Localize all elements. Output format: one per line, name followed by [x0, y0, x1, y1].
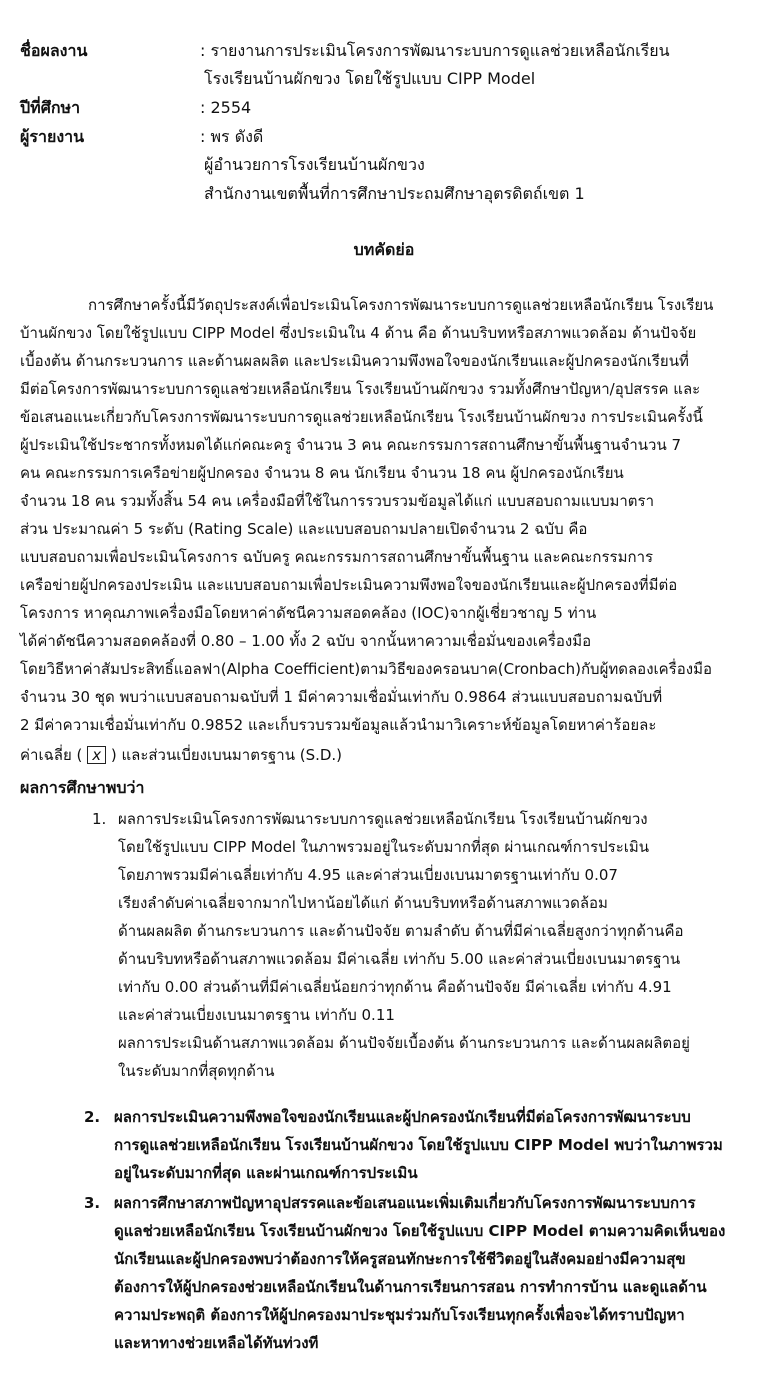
title-value-continued: โรงเรียนบ้านผักขวง โดยใช้รูปแบบ CIPP Model — [204, 69, 536, 88]
result-line: โดยใช้รูปแบบ CIPP Model ในภาพรวมอยู่ในระดับมากที่สุด ผ่านเกณฑ์การประเมิน — [118, 838, 650, 856]
year-value: : 2554 — [200, 98, 252, 117]
result-line: อยู่ในระดับมากที่สุด และผ่านเกณฑ์การประเมิน — [114, 1164, 418, 1182]
result-line: ต้องการให้ผู้ปกครองช่วยเหลือนักเรียนในด้านการเรียนการสอน การทำการบ้าน และดูแลด้าน — [114, 1278, 707, 1296]
title-label: ชื่อผลงาน — [20, 41, 88, 60]
abstract-line: ข้อเสนอแนะเกี่ยวกับโครงการพัฒนาระบบการดูแลช่วยเหลือนักเรียน โรงเรียนบ้านผักขวง การประเมินครั้งนี้ — [20, 408, 703, 426]
abstract-line: แบบสอบถามเพื่อประเมินโครงการ ฉบับครู คณะกรรมการสถานศึกษาขั้นพื้นฐาน และคณะกรรมการ — [20, 548, 654, 566]
abstract-line: 2 มีค่าความเชื่อมั่นเท่ากับ 0.9852 และเก็บรวบรวมข้อมูลแล้วนำมาวิเคราะห์ข้อมูลโดยหาค่าร้อยละ — [20, 716, 657, 734]
abstract-line: บ้านผักขวง โดยใช้รูปแบบ CIPP Model ซึ่งประเมินใน 4 ด้าน คือ ด้านบริบทหรือสภาพแวดล้อม ด้านปัจจัย — [20, 324, 697, 342]
result-line: ด้านผลผลิต ด้านกระบวนการ และด้านปัจจัย ตามลำดับ ด้านที่มีค่าเฉลี่ยสูงกว่าทุกด้านคือ — [118, 922, 684, 940]
mean-symbol: x — [87, 746, 106, 764]
abstract-line: ได้ค่าดัชนีความสอดคล้องที่ 0.80 – 1.00 ทั้ง 2 ฉบับ จากนั้นหาความเชื่อมั่นของเครื่องมือ — [20, 632, 592, 650]
abstract-line: จำนวน 30 ชุด พบว่าแบบสอบถามฉบับที่ 1 มีค่าความเชื่อมั่นเท่ากับ 0.9864 ส่วนแบบสอบถามฉบับที่ — [20, 688, 663, 706]
result-number: 1. — [92, 810, 107, 828]
result-line: นักเรียนและผู้ปกครองพบว่าต้องการให้ครูสอนทักษะการใช้ชีวิตอยู่ในสังคมอย่างมีความสุข — [114, 1250, 686, 1268]
mean-line-suffix: ) และส่วนเบี่ยงเบนมาตรฐาน (S.D.) — [110, 746, 343, 764]
result-line: และค่าส่วนเบี่ยงเบนมาตรฐาน เท่ากับ 0.11 — [118, 1006, 395, 1024]
result-line: ผลการศึกษาสภาพปัญหาอุปสรรคและข้อเสนอแนะเพิ่มเติมเกี่ยวกับโครงการพัฒนาระบบการ — [114, 1194, 696, 1212]
author-position: ผู้อำนวยการโรงเรียนบ้านผักขวง — [204, 155, 425, 174]
abstract-line: คน คณะกรรมการเครือข่ายผู้ปกครอง จำนวน 8 คน นักเรียน จำนวน 18 คน ผู้ปกครองนักเรียน — [20, 464, 624, 482]
result-line: ผลการประเมินด้านสภาพแวดล้อม ด้านปัจจัยเบื้องต้น ด้านกระบวนการ และด้านผลผลิตอยู่ — [118, 1034, 690, 1052]
result-line: โดยภาพรวมมีค่าเฉลี่ยเท่ากับ 4.95 และค่าส่วนเบี่ยงเบนมาตรฐานเท่ากับ 0.07 — [118, 866, 618, 884]
result-line: การดูแลช่วยเหลือนักเรียน โรงเรียนบ้านผักขวง โดยใช้รูปแบบ CIPP Model พบว่าในภาพรวม — [114, 1136, 723, 1154]
result-line: ด้านบริบทหรือด้านสภาพแวดล้อม มีค่าเฉลี่ย เท่ากับ 5.00 และค่าส่วนเบี่ยงเบนมาตรฐาน — [118, 950, 681, 968]
results-heading: ผลการศึกษาพบว่า — [20, 778, 145, 797]
abstract-line: จำนวน 18 คน รวมทั้งสิ้น 54 คน เครื่องมือที่ใช้ในการรวบรวมข้อมูลได้แก่ แบบสอบถามแบบมาตรา — [20, 492, 655, 510]
author-value: : พร ดังดี — [200, 127, 264, 146]
title-value: : รายงานการประเมินโครงการพัฒนาระบบการดูแลช่วยเหลือนักเรียน — [200, 41, 670, 60]
abstract-title: บทคัดย่อ — [353, 240, 415, 259]
mean-line-prefix: ค่าเฉลี่ย ( — [20, 746, 83, 764]
result-line: เท่ากับ 0.00 ส่วนด้านที่มีค่าเฉลี่ยน้อยกว่าทุกด้าน คือด้านปัจจัย มีค่าเฉลี่ย เท่ากับ 4.91 — [118, 978, 672, 996]
mean-sd-line — [20, 741, 342, 769]
result-line: ผลการประเมินความพึงพอใจของนักเรียนและผู้ปกครองนักเรียนที่มีต่อโครงการพัฒนาระบบ — [114, 1108, 691, 1126]
result-number: 2. — [84, 1108, 101, 1126]
author-office: สำนักงานเขตพื้นที่การศึกษาประถมศึกษาอุตรดิตถ์เขต 1 — [204, 184, 585, 203]
result-line: และหาทางช่วยเหลือได้ทันท่วงที — [114, 1334, 319, 1352]
result-line: เรียงลำดับค่าเฉลี่ยจากมากไปหาน้อยได้แก่ ด้านบริบทหรือด้านสภาพแวดล้อม — [118, 894, 608, 912]
abstract-line: ผู้ประเมินใช้ประชากรทั้งหมดได้แก่คณะครู จำนวน 3 คน คณะกรรมการสถานศึกษาขั้นพื้นฐานจำนวน 7 — [20, 436, 682, 454]
abstract-line: เครือข่ายผู้ปกครองประเมิน และแบบสอบถามเพื่อประเมินความพึงพอใจของนักเรียนและผู้ปกครองที่มีต่อ — [20, 576, 678, 594]
abstract-line: โดยวิธีหาค่าสัมประสิทธิ์แอลฟา(Alpha Coefficient)ตามวิธีของครอนบาค(Cronbach)กับผู้ทดลองเครื่องมือ — [20, 660, 712, 678]
result-number: 3. — [84, 1194, 101, 1212]
result-line: ความประพฤติ ต้องการให้ผู้ปกครองมาประชุมร่วมกับโรงเรียนทุกครั้งเพื่อจะได้ทราบปัญหา — [114, 1306, 685, 1324]
abstract-line: การศึกษาครั้งนี้มีวัตถุประสงค์เพื่อประเมินโครงการพัฒนาระบบการดูแลช่วยเหลือนักเรียน โรงเรียน — [88, 296, 714, 314]
abstract-line: โครงการ หาคุณภาพเครื่องมือโดยหาค่าดัชนีความสอดคล้อง (IOC)จากผู้เชี่ยวชาญ 5 ท่าน — [20, 604, 597, 622]
year-label: ปีที่ศึกษา — [20, 98, 81, 117]
abstract-line: มีต่อโครงการพัฒนาระบบการดูแลช่วยเหลือนักเรียน โรงเรียนบ้านผักขวง รวมทั้งศึกษาปัญหา/อุปสรรค และ — [20, 380, 701, 398]
result-line: ดูแลช่วยเหลือนักเรียน โรงเรียนบ้านผักขวง โดยใช้รูปแบบ CIPP Model ตามความคิดเห็นของ — [114, 1222, 726, 1240]
author-label: ผู้รายงาน — [20, 127, 85, 146]
abstract-line: ส่วน ประมาณค่า 5 ระดับ (Rating Scale) และแบบสอบถามปลายเปิดจำนวน 2 ฉบับ คือ — [20, 520, 588, 538]
result-line: ผลการประเมินโครงการพัฒนาระบบการดูแลช่วยเหลือนักเรียน โรงเรียนบ้านผักขวง — [118, 810, 648, 828]
result-line: ในระดับมากที่สุดทุกด้าน — [118, 1062, 275, 1080]
abstract-line: เบื้องต้น ด้านกระบวนการ และด้านผลผลิต และประเมินความพึงพอใจของนักเรียนและผู้ปกครองนักเรียนที่ — [20, 352, 689, 370]
